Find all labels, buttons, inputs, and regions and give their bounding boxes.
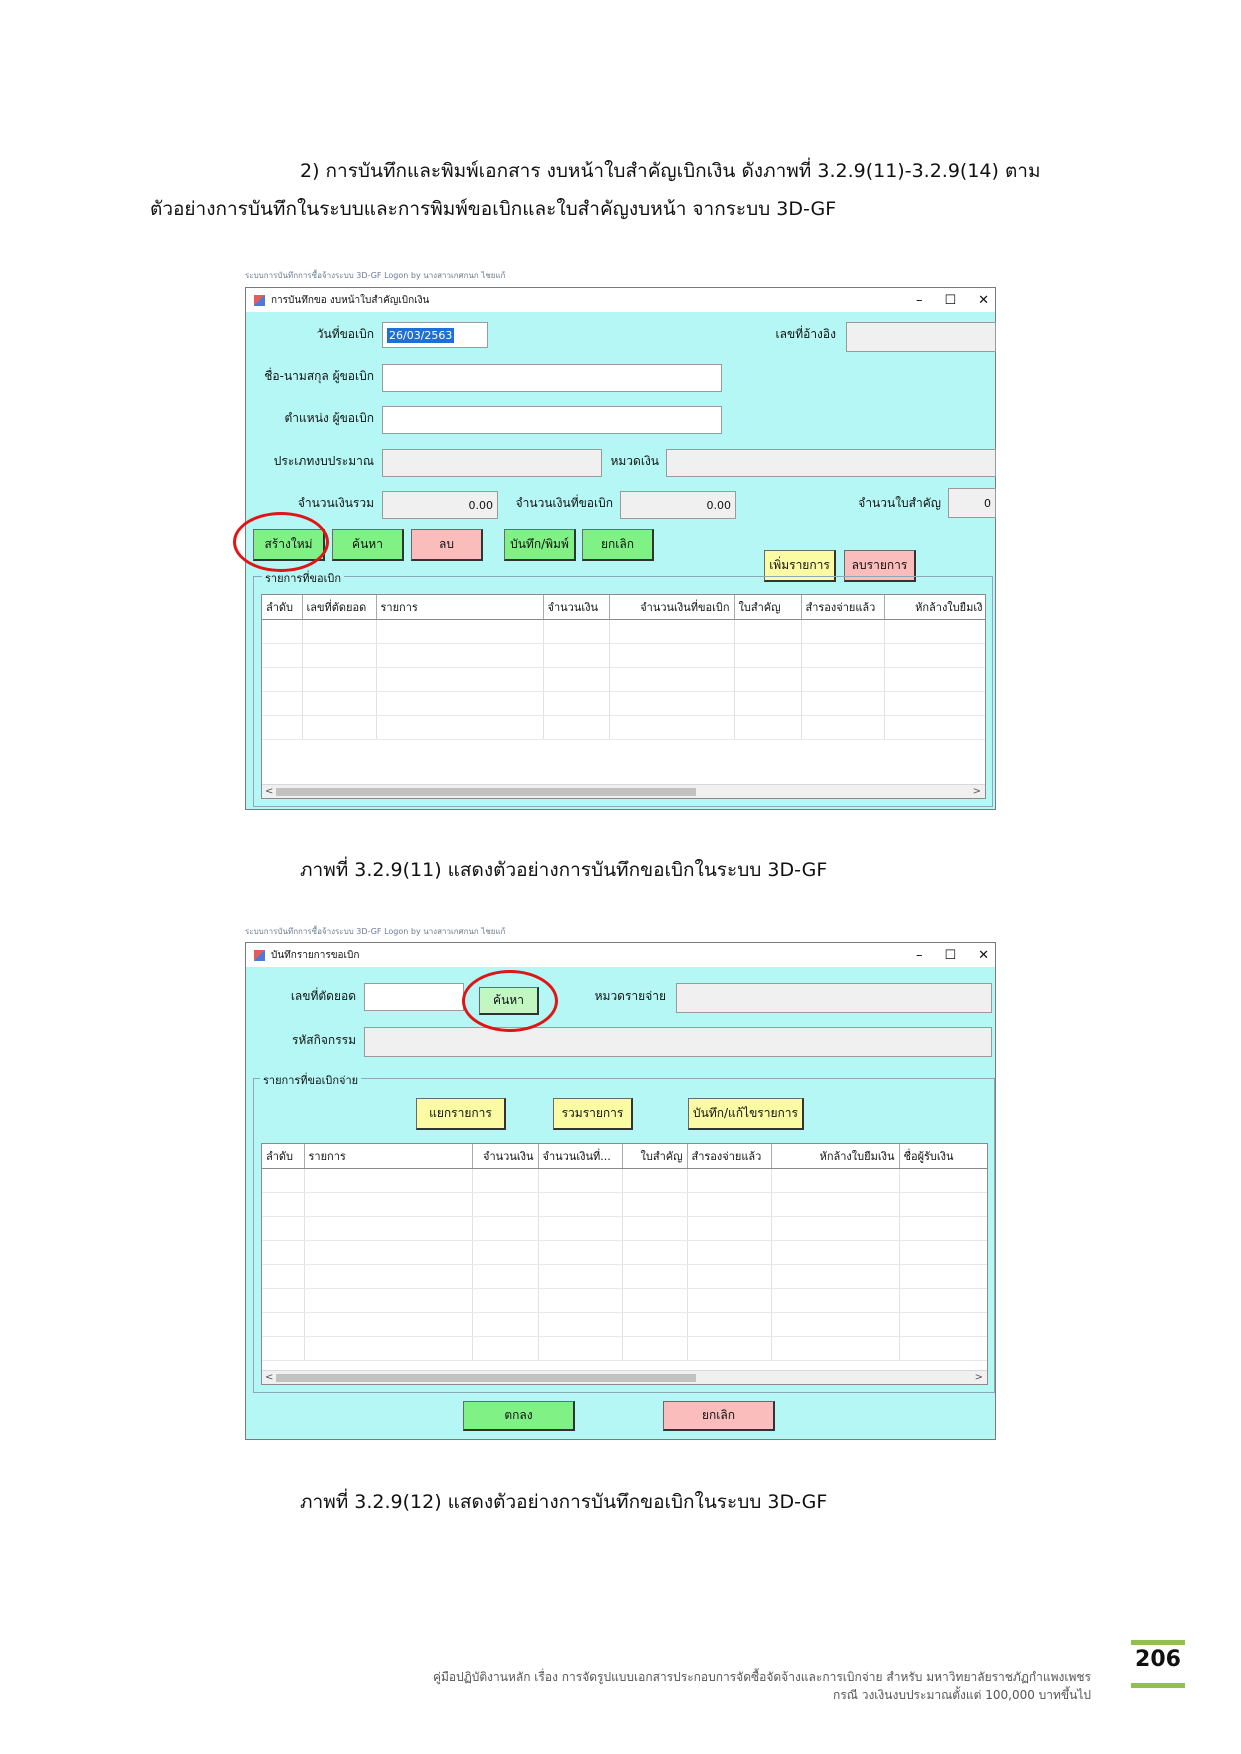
- request-items-window: [245, 942, 996, 1440]
- page-number-bar-bottom: [1131, 1683, 1185, 1688]
- ok-button[interactable]: ตกลง: [463, 1401, 575, 1431]
- minimize-button[interactable]: –: [915, 947, 923, 963]
- parent-window-title: ระบบการบันทึกการซื้อจ้างระบบ 3D-GF Logon by นางสาวเกศกนก ไชยแก้: [245, 927, 506, 936]
- minimize-button[interactable]: –: [915, 292, 923, 308]
- scroll-right-icon[interactable]: >: [972, 786, 981, 797]
- request-date-input[interactable]: [382, 322, 488, 348]
- col-header[interactable]: ลำดับ: [262, 595, 302, 620]
- intro-line-1: 2) การบันทึกและพิมพ์เอกสาร งบหน้าใบสำคัญเบิกเงิน ดังภาพที่ 3.2.9(11)-3.2.9(14) ตาม: [300, 160, 1041, 182]
- table-row[interactable]: [262, 1289, 988, 1313]
- maximize-button[interactable]: ☐: [944, 292, 957, 308]
- budget-type-input[interactable]: [382, 449, 602, 477]
- window-title: บันทึกรายการขอเบิก: [271, 949, 360, 961]
- table-row[interactable]: [262, 1313, 988, 1337]
- requester-position-input[interactable]: [382, 406, 722, 434]
- ref-no-input[interactable]: [846, 322, 996, 352]
- app-icon: [254, 950, 265, 961]
- split-items-button[interactable]: แยกรายการ: [416, 1098, 506, 1130]
- voucher-count-label: จำนวนใบสำคัญ: [858, 496, 941, 510]
- request-date-value: 26/03/2563: [389, 328, 453, 342]
- budget-type-label: ประเภทงบประมาณ: [273, 454, 374, 468]
- cancel-button[interactable]: ยกเลิก: [582, 529, 654, 561]
- request-date-label: วันที่ขอเบิก: [316, 327, 374, 341]
- grid-header-row: [262, 595, 986, 620]
- figure-caption-1: ภาพที่ 3.2.9(11) แสดงตัวอย่างการบันทึกขอเบิกในระบบ 3D-GF: [300, 859, 828, 881]
- horizontal-scrollbar[interactable]: [262, 1370, 987, 1384]
- window-titlebar: [246, 288, 995, 312]
- remove-item-button[interactable]: ลบรายการ: [844, 550, 916, 582]
- save-edit-items-button[interactable]: บันทึก/แก้ไขรายการ: [688, 1098, 804, 1130]
- col-header[interactable]: ลำดับ: [262, 1144, 304, 1169]
- requester-position-label: ตำแหน่ง ผู้ขอเบิก: [284, 411, 374, 425]
- activity-code-label: รหัสกิจกรรม: [291, 1033, 356, 1047]
- table-row[interactable]: [262, 1193, 988, 1217]
- total-amount-input[interactable]: 0.00: [382, 491, 498, 519]
- table-row[interactable]: [262, 668, 986, 692]
- total-amount-label: จำนวนเงินรวม: [297, 496, 374, 510]
- col-header[interactable]: สำรองจ่ายแล้ว: [801, 595, 884, 620]
- requester-name-input[interactable]: [382, 364, 722, 392]
- cutoff-no-label: เลขที่ตัดยอด: [290, 989, 356, 1003]
- col-header[interactable]: ใบสำคัญ: [734, 595, 801, 620]
- col-header[interactable]: จำนวนเงินที่ขอเบิก: [609, 595, 734, 620]
- table-row[interactable]: [262, 1217, 988, 1241]
- table-row[interactable]: [262, 692, 986, 716]
- request-amount-input[interactable]: 0.00: [620, 491, 736, 519]
- request-amount-label: จำนวนเงินที่ขอเบิก: [515, 496, 613, 510]
- payment-items-grid[interactable]: [261, 1143, 988, 1385]
- app-icon: [254, 295, 265, 306]
- scroll-thumb[interactable]: [276, 788, 696, 796]
- col-header[interactable]: จำนวนเงินที่...: [538, 1144, 622, 1169]
- requester-name-label: ชื่อ-นามสกุล ผู้ขอเบิก: [264, 369, 374, 383]
- expense-category-input[interactable]: [676, 983, 992, 1013]
- money-category-input[interactable]: [666, 449, 996, 477]
- table-row[interactable]: [262, 1337, 988, 1361]
- table-row[interactable]: [262, 620, 986, 644]
- money-category-label: หมวดเงิน: [610, 454, 659, 468]
- page-footer: [433, 1668, 1091, 1704]
- intro-line-2: ตัวอย่างการบันทึกในระบบและการพิมพ์ขอเบิกและใบสำคัญงบหน้า จากระบบ 3D-GF: [150, 198, 837, 220]
- col-header[interactable]: เลขที่ตัดยอด: [302, 595, 376, 620]
- table-row[interactable]: [262, 716, 986, 740]
- col-header[interactable]: หักล้างใบยืมเงิน: [771, 1144, 899, 1169]
- grid-header-row: [262, 1144, 988, 1169]
- window-titlebar: [246, 943, 995, 967]
- window-title: การบันทึกขอ งบหน้าใบสำคัญเบิกเงิน: [271, 294, 430, 306]
- footer-line-2: กรณี วงเงินงบประมาณตั้งแต่ 100,000 บาทขึ้นไป: [833, 1688, 1091, 1702]
- col-header[interactable]: ชื่อผู้รับเงิน: [899, 1144, 988, 1169]
- voucher-count-input[interactable]: 0: [948, 488, 996, 518]
- col-header[interactable]: ใบสำคัญ: [622, 1144, 687, 1169]
- expense-category-label: หมวดรายจ่าย: [594, 989, 666, 1003]
- scroll-left-icon[interactable]: <: [265, 786, 274, 797]
- new-button[interactable]: สร้างใหม่: [253, 529, 325, 561]
- highlight-circle: [233, 512, 329, 572]
- close-button[interactable]: ✕: [978, 947, 989, 963]
- scroll-thumb[interactable]: [276, 1374, 696, 1382]
- col-header[interactable]: รายการ: [376, 595, 543, 620]
- delete-button[interactable]: ลบ: [411, 529, 483, 561]
- search-button[interactable]: ค้นหา: [479, 987, 539, 1015]
- request-items-group-title: รายการที่ขอเบิก: [262, 569, 344, 587]
- search-button[interactable]: ค้นหา: [332, 529, 404, 561]
- table-row[interactable]: [262, 644, 986, 668]
- activity-code-input[interactable]: [364, 1027, 992, 1057]
- scroll-right-icon[interactable]: >: [974, 1372, 983, 1383]
- maximize-button[interactable]: ☐: [944, 947, 957, 963]
- ref-no-label: เลขที่อ้างอิง: [775, 327, 836, 341]
- cutoff-no-input[interactable]: [364, 983, 464, 1011]
- col-header[interactable]: จำนวนเงิน: [543, 595, 609, 620]
- highlight-circle: [462, 970, 558, 1032]
- add-item-button[interactable]: เพิ่มรายการ: [764, 550, 836, 582]
- footer-line-1: คู่มือปฏิบัติงานหลัก เรื่อง การจัดรูปแบบเอกสารประกอบการจัดซื้อจัดจ้างและการเบิกจ่าย สำหรับ มหาวิทยาลัยราชภัฏกำแพงเพชร: [432, 1670, 1091, 1684]
- close-button[interactable]: ✕: [978, 292, 989, 308]
- table-row[interactable]: [262, 1169, 988, 1193]
- cancel-button[interactable]: ยกเลิก: [663, 1401, 775, 1431]
- table-row[interactable]: [262, 1241, 988, 1265]
- col-header[interactable]: จำนวนเงิน: [472, 1144, 538, 1169]
- col-header[interactable]: รายการ: [304, 1144, 472, 1169]
- page-number: 206: [1135, 1647, 1181, 1672]
- scroll-left-icon[interactable]: <: [265, 1372, 274, 1383]
- request-items-grid[interactable]: [261, 594, 986, 799]
- parent-window-title: ระบบการบันทึกการซื้อจ้างระบบ 3D-GF Logon by นางสาวเกศกนก ไชยแก้: [245, 271, 506, 280]
- horizontal-scrollbar[interactable]: [262, 784, 985, 798]
- voucher-window: [245, 287, 996, 810]
- merge-items-button[interactable]: รวมรายการ: [553, 1098, 633, 1130]
- page-number-bar-top: [1131, 1640, 1185, 1645]
- payment-items-group-title: รายการที่ขอเบิกจ่าย: [260, 1071, 361, 1089]
- save-print-button[interactable]: บันทึก/พิมพ์: [504, 529, 576, 561]
- intro-paragraph: [150, 152, 1090, 228]
- figure-caption-2: ภาพที่ 3.2.9(12) แสดงตัวอย่างการบันทึกขอเบิกในระบบ 3D-GF: [300, 1491, 828, 1513]
- col-header[interactable]: หักล้างใบยืมเงิ: [884, 595, 986, 620]
- table-row[interactable]: [262, 1265, 988, 1289]
- col-header[interactable]: สำรองจ่ายแล้ว: [687, 1144, 771, 1169]
